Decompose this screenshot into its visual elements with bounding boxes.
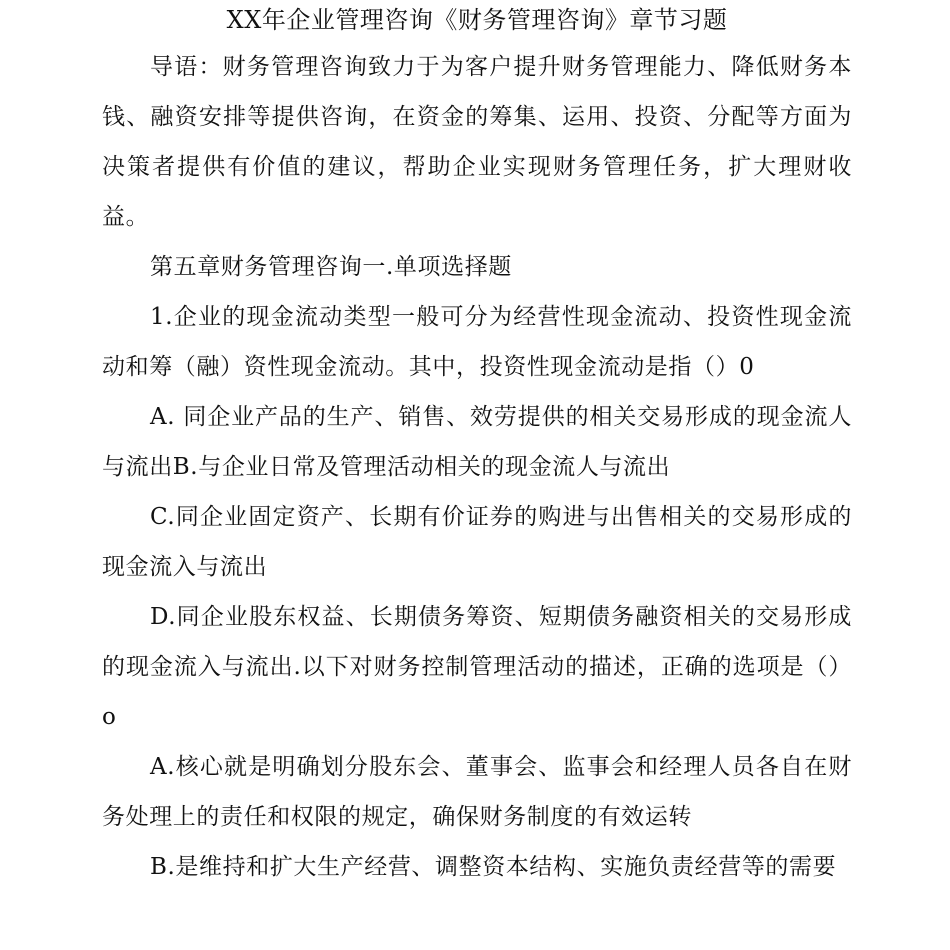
question-1 xyxy=(102,292,852,742)
chapter-heading: 第五章财务管理咨询一.单项选择题 xyxy=(150,254,512,280)
document-title: XX年企业管理咨询《财务管理咨询》章节习题 xyxy=(226,6,728,34)
question-1-option-a: A. 同企业产品的生产、销售、效劳提供的相关交易形成的现金流人与流出B.与企业日常及管理活动相关的现金流人与流出 xyxy=(102,404,852,480)
question-1-option-d: D.同企业股东权益、长期债务筹资、短期债务融资相关的交易形成的现金流入与流出.以下对财务控制管理活动的描述，正确的选项是（）o xyxy=(102,604,852,730)
question-2-option-b: B.是维持和扩大生产经营、调整资本结构、实施负责经营等的需要 xyxy=(150,854,837,880)
question-2-option-a: A.核心就是明确划分股东会、董事会、监事会和经理人员各自在财务处理上的责任和权限的规定，确保财务制度的有效运转 xyxy=(102,754,852,830)
intro-paragraph: 导语：财务管理咨询致力于为客户提升财务管理能力、降低财务本钱、融资安排等提供咨询，在资金的筹集、运用、投资、分配等方面为决策者提供有价值的建议，帮助企业实现财务管理任务，扩大理财收益。 xyxy=(102,54,852,230)
question-1-stem: 1.企业的现金流动类型一般可分为经营性现金流动、投资性现金流动和筹（融）资性现金流动。其中，投资性现金流动是指（）0 xyxy=(102,304,852,380)
question-2 xyxy=(102,742,852,892)
question-1-option-c: C.同企业固定资产、长期有价证券的购进与出售相关的交易形成的现金流入与流出 xyxy=(102,504,852,580)
